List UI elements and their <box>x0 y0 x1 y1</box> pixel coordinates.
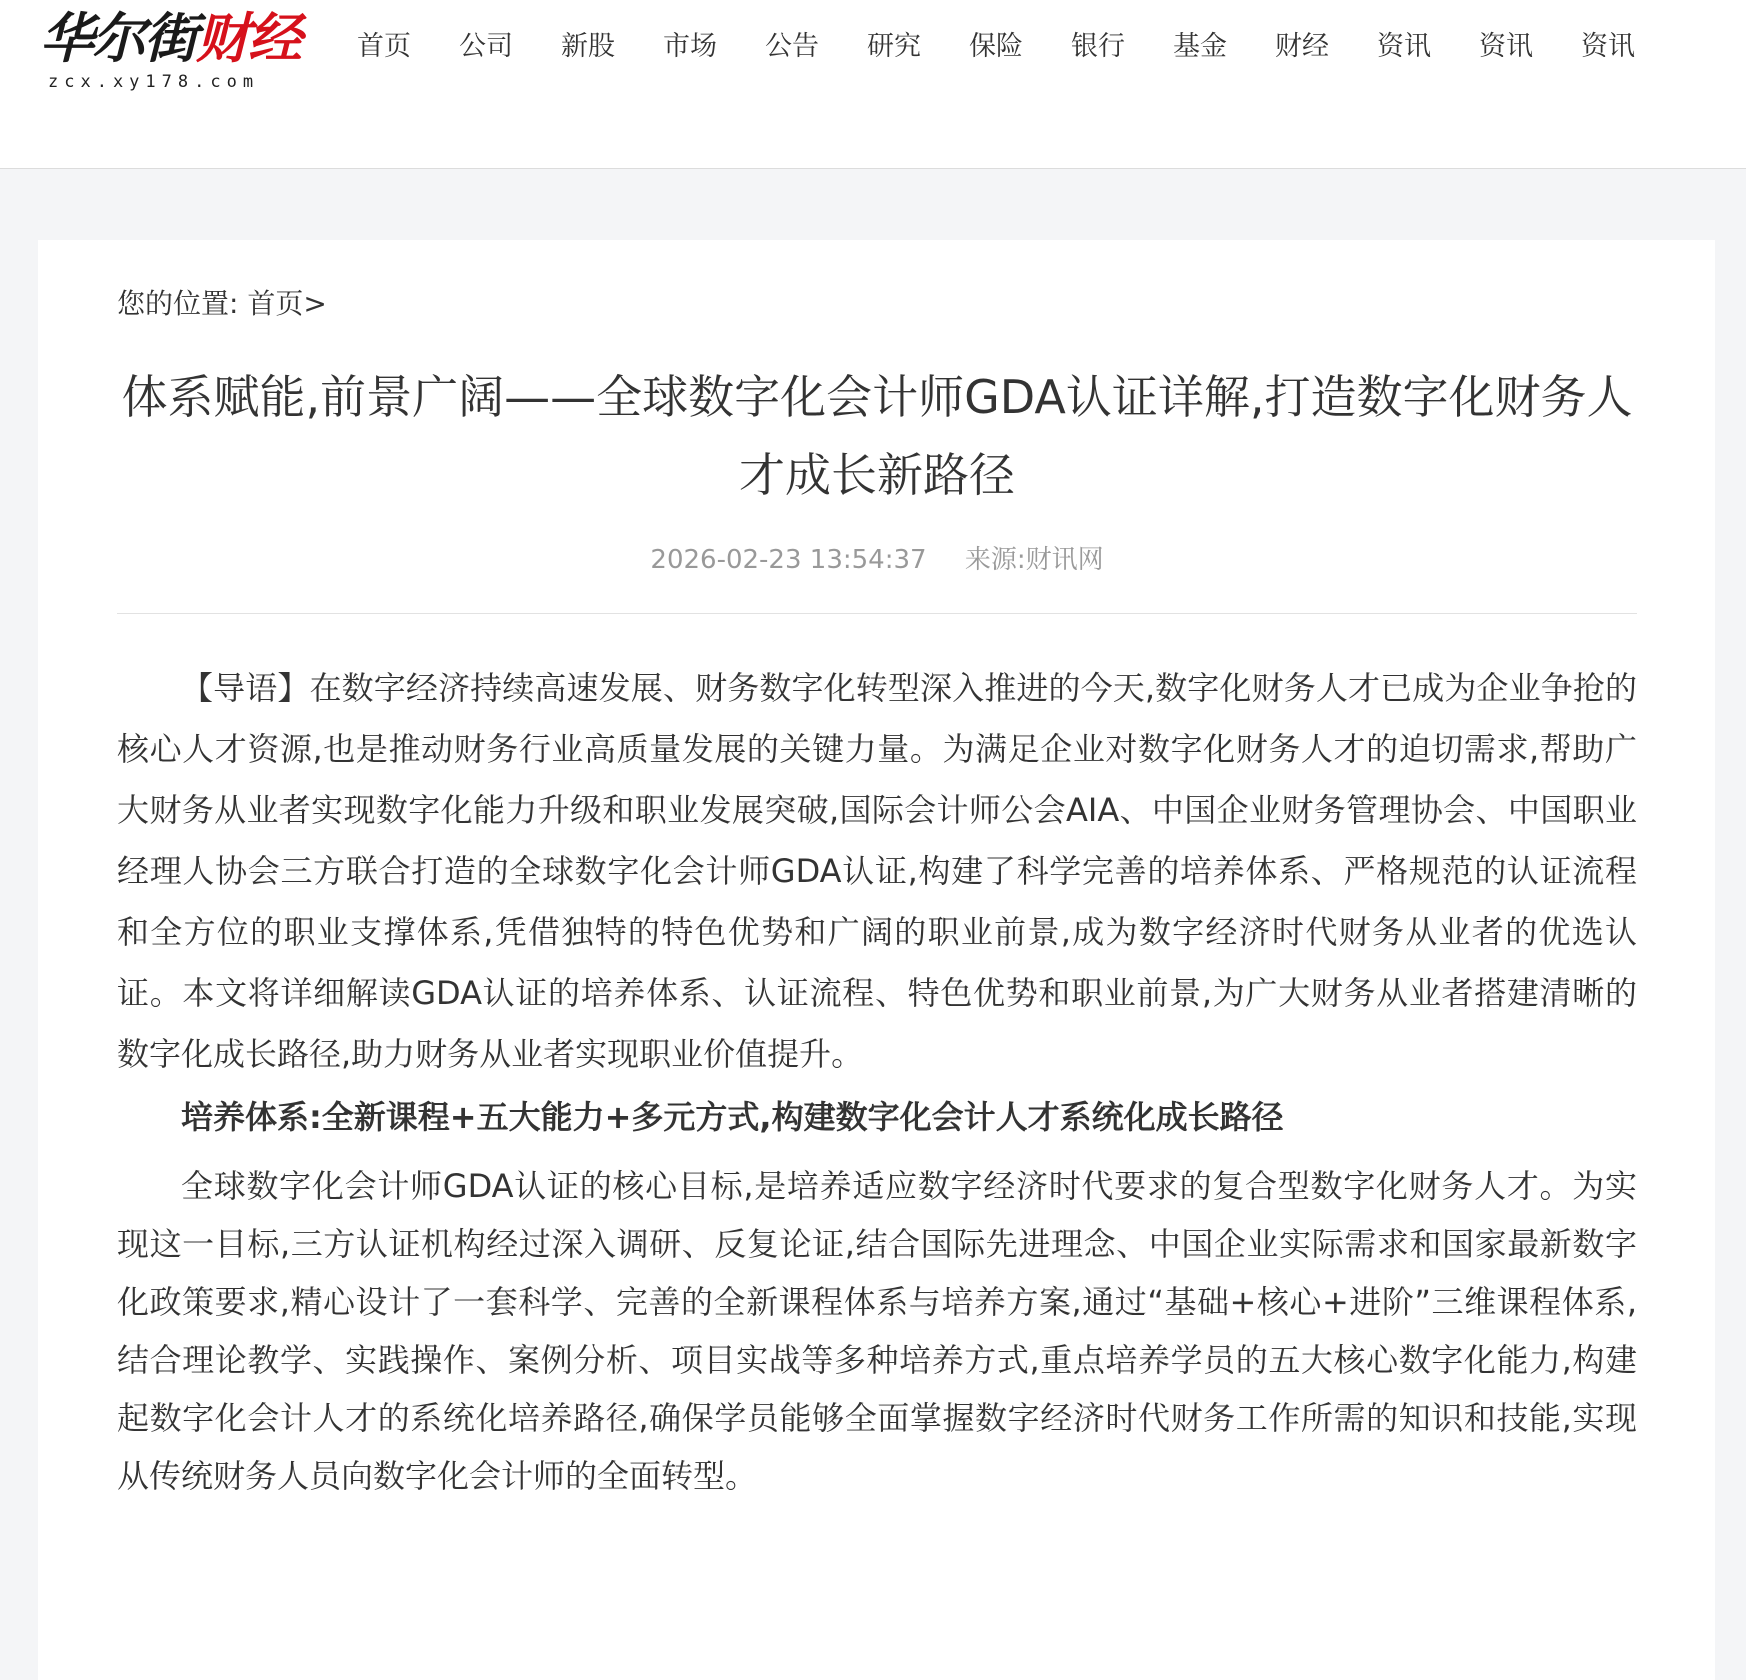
logo-main-text: 华尔街 <box>40 6 196 70</box>
nav-item-ipo[interactable]: 新股 <box>561 31 615 62</box>
article-meta <box>117 540 1637 580</box>
site-logo[interactable] <box>40 4 300 94</box>
nav-item-market[interactable]: 市场 <box>663 31 717 62</box>
nav-item-insurance[interactable]: 保险 <box>969 31 1023 62</box>
nav-item-home[interactable]: 首页 <box>357 31 411 62</box>
article-title: 体系赋能,前景广阔——全球数字化会计师GDA认证详解,打造数字化财务人才成长新路径 <box>121 370 1633 502</box>
article-datetime: 2026-02-23 13:54:37 <box>650 545 927 575</box>
nav-item-research[interactable]: 研究 <box>867 31 921 62</box>
breadcrumb <box>117 284 327 324</box>
article-source-label: 来源: <box>964 545 1026 575</box>
nav-item-finance[interactable]: 财经 <box>1275 31 1329 62</box>
breadcrumb-separator: > <box>303 287 327 320</box>
breadcrumb-label: 您的位置: <box>117 287 239 320</box>
nav-item-news-3[interactable]: 资讯 <box>1581 31 1635 62</box>
article-source: 财讯网 <box>1025 545 1104 575</box>
section-heading: 培养体系:全新课程+五大能力+多元方式,构建数字化会计人才系统化成长路径 <box>181 1098 1284 1136</box>
nav-item-bank[interactable]: 银行 <box>1071 31 1125 62</box>
nav-item-company[interactable]: 公司 <box>459 31 513 62</box>
nav-item-news-2[interactable]: 资讯 <box>1479 31 1533 62</box>
title-divider <box>117 613 1637 614</box>
main-nav <box>333 22 1659 72</box>
breadcrumb-home-link[interactable]: 首页 <box>247 287 304 320</box>
article-container <box>38 240 1715 1680</box>
logo-domain: zcx.xy178.com <box>48 72 260 92</box>
nav-item-announcement[interactable]: 公告 <box>765 31 819 62</box>
site-header <box>0 0 1746 169</box>
article-body <box>117 658 1637 1505</box>
article-paragraph: 全球数字化会计师GDA认证的核心目标,是培养适应数字经济时代要求的复合型数字化财务人才。为实现这一目标,三方认证机构经过深入调研、反复论证,结合国际先进理念、中国企业实际需求和国家最新数字化政策要求,精心设计了一套科学、完善的全新课程体系与培养方案,通过“基础+核心+进阶”三维课程体系,结合理论教学、实践操作、案例分析、项目实战等多种培养方式,重点培养学员的五大核心数字化能力,构建起数字化会计人才的系统化培养路径,确保学员能够全面掌握数字经济时代财务工作所需的知识和技能,实现从传统财务人员向数字化会计师的全面转型。 <box>117 1167 1637 1495</box>
article-intro: 【导语】在数字经济持续高速发展、财务数字化转型深入推进的今天,数字化财务人才已成为企业争抢的核心人才资源,也是推动财务行业高质量发展的关键力量。为满足企业对数字化财务人才的迫切需求,帮助广大财务从业者实现数字化能力升级和职业发展突破,国际会计师公会AIA、中国企业财务管理协会、中国职业经理人协会三方联合打造的全球数字化会计师GDA认证,构建了科学完善的培养体系、严格规范的认证流程和全方位的职业支撑体系,凭借独特的特色优势和广阔的职业前景,成为数字经济时代财务从业者的优选认证。本文将详细解读GDA认证的培养体系、认证流程、特色优势和职业前景,为广大财务从业者搭建清晰的数字化成长路径,助力财务从业者实现职业价值提升。 <box>117 669 1637 1073</box>
logo-wordmark <box>40 4 300 72</box>
nav-item-news-1[interactable]: 资讯 <box>1377 31 1431 62</box>
nav-item-fund[interactable]: 基金 <box>1173 31 1227 62</box>
logo-accent-text: 财经 <box>196 6 300 70</box>
